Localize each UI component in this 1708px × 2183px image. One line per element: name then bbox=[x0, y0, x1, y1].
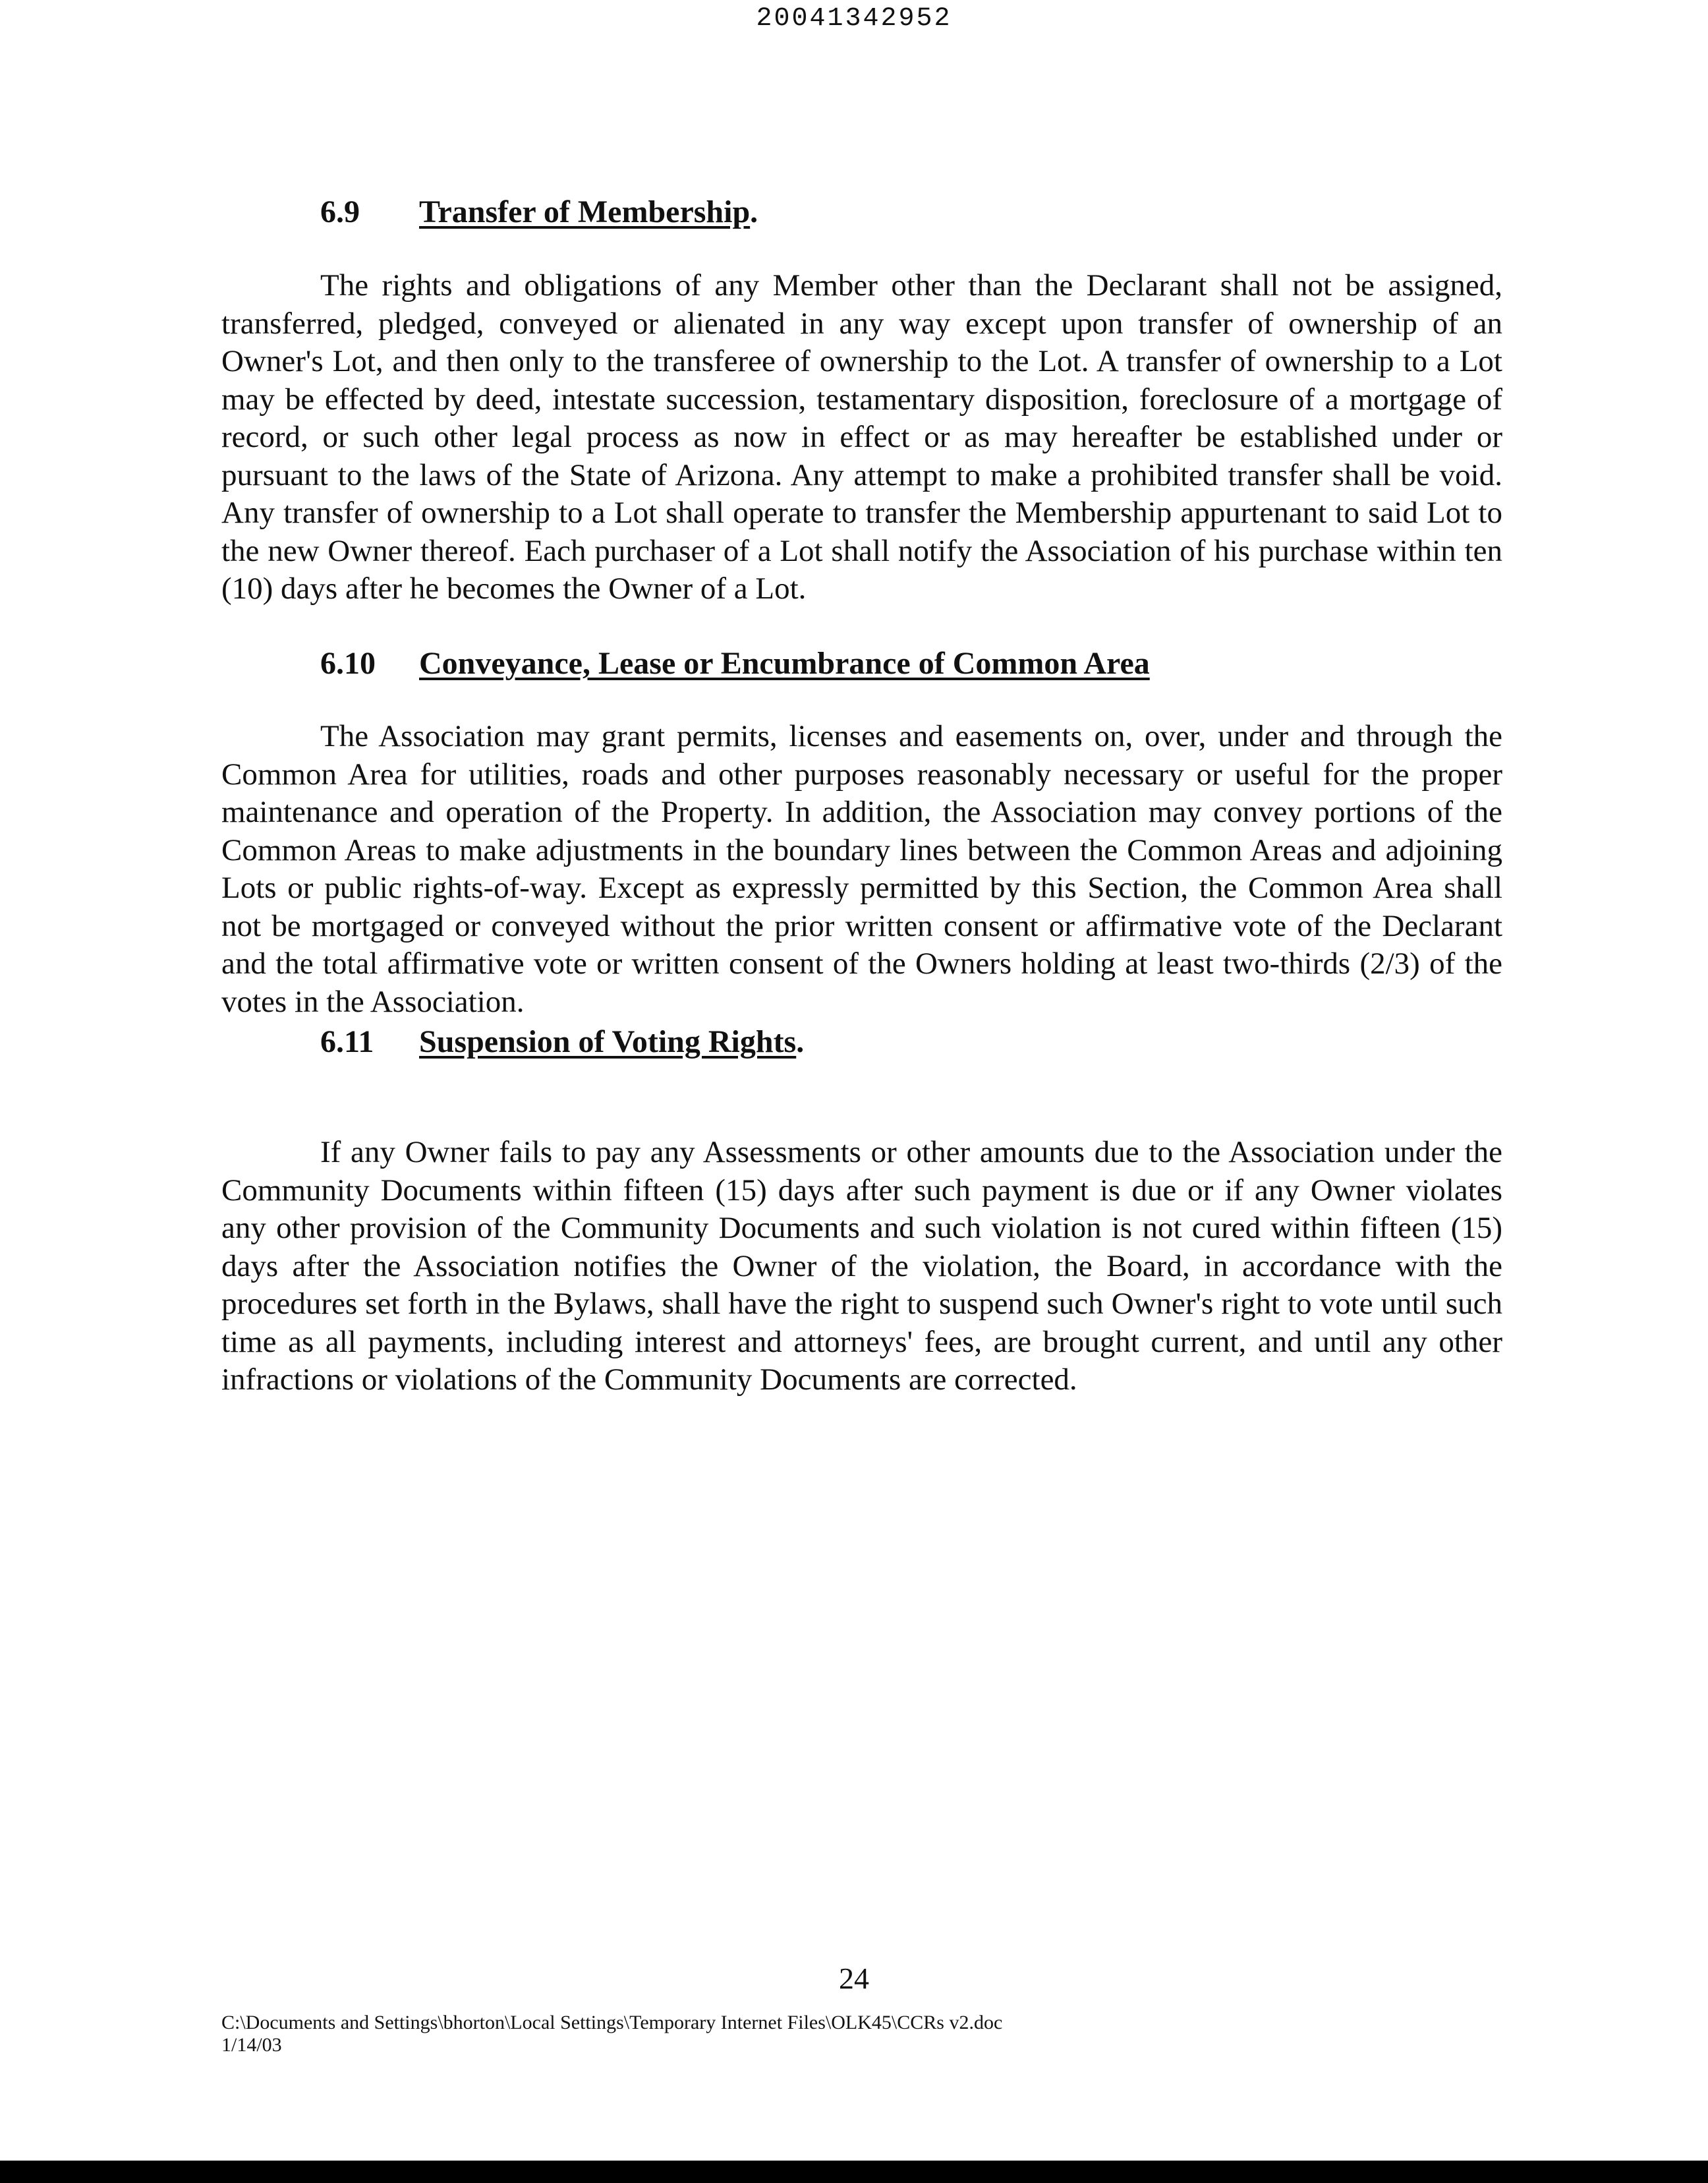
section-title-suffix: . bbox=[796, 1024, 805, 1059]
section-number: 6.9 bbox=[320, 194, 360, 229]
section-title: Transfer of Membership bbox=[419, 194, 751, 229]
section-body-6-10: The Association may grant permits, licenses and easements on, over, under and through the Common Area for utilities, roads and other purposes reasonably necessary or useful for the proper maintenance and operation of the Property. In addition, the Association may convey portions of the Common Areas to make adjustments in the boundary lines between the Common Areas and adjoining Lots or public rights-of-way. Except as expressly permitted by this Section, the Common Area shall not be mortgaged or conveyed without the prior written consent or affirmative vote of the Declarant and the total affirmative vote or written consent of the Owners holding at least two-thirds (2/3) of the votes in the Association. bbox=[221, 719, 1502, 1019]
document-number: 20041342952 bbox=[756, 4, 952, 34]
section-heading-6-11 bbox=[320, 1024, 804, 1060]
section-heading-6-9 bbox=[320, 194, 758, 230]
section-title-suffix: . bbox=[750, 194, 758, 229]
footer-file-path: C:\Documents and Settings\bhorton\Local Settings\Temporary Internet Files\OLK45\CCRs v2.doc bbox=[221, 2012, 1003, 2033]
section-number: 6.10 bbox=[320, 646, 376, 681]
section-body-6-9: The rights and obligations of any Member other than the Declarant shall not be assigned, transferred, pledged, conveyed or alienated in any way except upon transfer of ownership of an Owner's Lot, and then only to the transferee of ownership to the Lot. A transfer of ownership to a Lot may be effected by deed, intestate succession, testamentary disposition, foreclosure of a mortgage of record, or such other legal process as now in effect or as may hereafter be established under or pursuant to the laws of the State of Arizona. Any attempt to make a prohibited transfer shall be void. Any transfer of ownership to a Lot shall operate to transfer the Membership appurtenant to said Lot to the new Owner thereof. Each purchaser of a Lot shall notify the Association of his purchase within ten (10) days after he becomes the Owner of a Lot. bbox=[221, 268, 1502, 606]
section-body-6-11: If any Owner fails to pay any Assessments or other amounts due to the Association under the Community Documents within fifteen (15) days after such payment is due or if any Owner violates any other provision of the Community Documents and such violation is not cured within fifteen (15) days after the Association notifies the Owner of the violation, the Board, in accordance with the procedures set forth in the Bylaws, shall have the right to suspend such Owner's right to vote until such time as all payments, including interest and attorneys' fees, are brought current, and until any other infractions or violations of the Community Documents are corrected. bbox=[221, 1135, 1502, 1397]
section-heading-6-10 bbox=[320, 645, 1150, 682]
scan-edge-bar bbox=[0, 2161, 1708, 2183]
footer-date: 1/14/03 bbox=[221, 2034, 282, 2056]
page-number: 24 bbox=[839, 1962, 869, 1995]
section-title: Conveyance, Lease or Encumbrance of Common Area bbox=[419, 646, 1150, 681]
section-number: 6.11 bbox=[320, 1024, 374, 1059]
footer-file-info bbox=[221, 2012, 1002, 2056]
section-title: Suspension of Voting Rights bbox=[419, 1024, 797, 1059]
